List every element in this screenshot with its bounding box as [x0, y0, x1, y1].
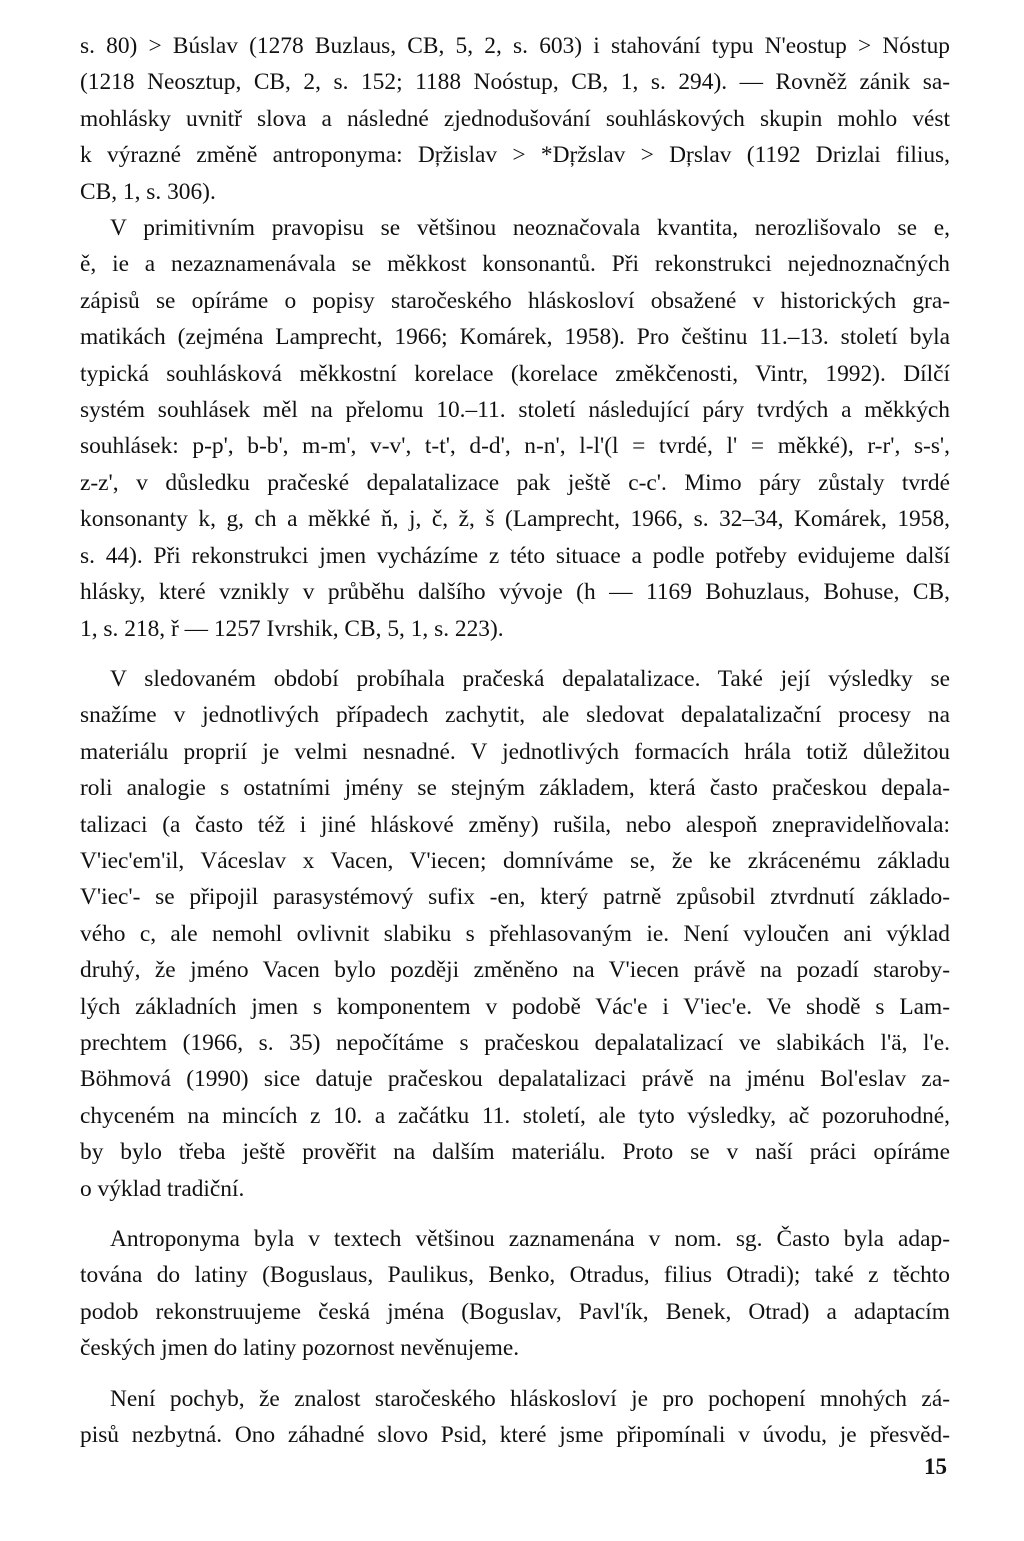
- paragraph-4: [80, 1221, 950, 1367]
- text-line: CB, 1, s. 306).: [80, 178, 216, 205]
- text-line: snažíme v jednotlivých případech zachytit, ale sledovat depalatalizační procesy na: [80, 702, 950, 729]
- text-line: V'iec'- se připojil parasystémový sufix -en, který patrně způsobil ztvrdnutí základo-: [80, 884, 950, 911]
- text-line: s. 80) > Búslav (1278 Buzlaus, CB, 5, 2, s. 603) i stahování typu N'eostup > Nóstup: [80, 33, 950, 59]
- text-line: ě, ie a nezaznamenávala se měkkost konsonantů. Při rekonstrukci nejednoznačných: [80, 251, 950, 278]
- text-line: (1218 Neosztup, CB, 2, s. 152; 1188 Noóstup, CB, 1, s. 294). — Rovněž zánik sa-: [80, 69, 950, 96]
- text-line: tována do latiny (Boguslaus, Paulikus, Benko, Otradus, filius Otradi); také z těchto: [80, 1262, 950, 1289]
- page-number: 15: [924, 1454, 947, 1479]
- document-page: [80, 28, 950, 1453]
- paragraph-2: [80, 210, 950, 647]
- text-line: vého c, ale nemohl ovlivnit slabiku s přehlasovaným ie. Není vyloučen ani výklad: [80, 920, 950, 947]
- text-line: o výklad tradiční.: [80, 1175, 245, 1202]
- text-line: podob rekonstruujeme česká jména (Boguslav, Pavl'ík, Benek, Otrad) a adaptacím: [80, 1298, 950, 1325]
- text-line: prechtem (1966, s. 35) nepočítáme s pračeskou depalatalizací ve slabikách l'ä, l'e.: [80, 1029, 950, 1056]
- text-line: Antroponyma byla v textech většinou zaznamenána v nom. sg. Často byla adap-: [110, 1226, 950, 1252]
- text-line: mohlásky uvnitř slova a následné zjednodušování souhláskových skupin mohlo vést: [80, 105, 950, 132]
- text-line: lých základních jmen s komponentem v podobě Vác'e i V'iec'e. Ve shodě s Lam-: [80, 993, 950, 1020]
- text-line: materiálu proprií je velmi nesnadné. V jednotlivých formacích hrála totiž důležitou: [80, 738, 950, 765]
- text-line: z-z', v důsledku pračeské depalatalizace pak ještě c-c'. Mimo páry zůstaly tvrdé: [80, 469, 950, 496]
- text-line: matikách (zejména Lamprecht, 1966; Komárek, 1958). Pro češtinu 11.–13. století byla: [80, 324, 950, 351]
- text-line: druhý, že jméno Vacen bylo později změněno na V'iecen právě na pozadí staroby-: [80, 957, 950, 984]
- text-line: hlásky, které vznikly v průběhu dalšího vývoje (h — 1169 Bohuzlaus, Bohuse, CB,: [80, 579, 950, 606]
- text-line: s. 44). Při rekonstrukci jmen vycházíme z této situace a podle potřeby evidujeme další: [80, 542, 950, 569]
- paragraph-3: [80, 661, 950, 1207]
- text-line: V sledovaném období probíhala pračeská depalatalizace. Také její výsledky se: [110, 665, 950, 692]
- text-line: chyceném na mincích z 10. a začátku 11. století, ale tyto výsledky, ač pozoruhodné,: [80, 1102, 950, 1129]
- text-line: 1, s. 218, ř — 1257 Ivrshik, CB, 5, 1, s. 223).: [80, 615, 504, 642]
- text-line: roli analogie s ostatními jmény se stejným základem, která často pračeskou depala-: [80, 775, 950, 802]
- text-line: zápisů se opíráme o popisy staročeského hláskosloví obsažené v historických gra-: [80, 287, 950, 314]
- text-line: V primitivním pravopisu se většinou neoznačovala kvantita, nerozlišovalo se e,: [110, 215, 950, 242]
- text-line: by bylo třeba ještě prověřit na dalším materiálu. Proto se v naší práci opíráme: [80, 1139, 950, 1166]
- text-line: Není pochyb, že znalost staročeského hláskosloví je pro pochopení mnohých zá-: [110, 1385, 950, 1412]
- text-line: k výrazné změně antroponyma: Dŗžislav > *Dŗžslav > Dŗslav (1192 Drizlai filius,: [80, 142, 950, 169]
- text-line: V'iec'em'il, Váceslav x Vacen, V'iecen; domníváme se, že ke zkrácenému základu: [80, 847, 950, 874]
- text-line: Böhmová (1990) sice datuje pračeskou depalatalizaci právě na jménu Bol'eslav za-: [80, 1066, 950, 1093]
- text-line: konsonanty k, g, ch a měkké ň, j, č, ž, š (Lamprecht, 1966, s. 32–34, Komárek, 1958,: [80, 506, 950, 533]
- text-line: talizaci (a často též i jiné hláskové změny) rušila, nebo alespoň znepravidelňovala:: [80, 811, 950, 838]
- text-line: pisů nezbytná. Ono záhadné slovo Psid, které jsme připomínali v úvodu, je přesvěd-: [80, 1422, 950, 1449]
- text-line: souhlásek: p-p', b-b', m-m', v-v', t-t', d-d', n-n', l-l'(l = tvrdé, l' = měkké), r-r', s-s',: [80, 433, 950, 460]
- paragraph-5: [80, 1381, 950, 1454]
- text-line: typická souhlásková měkkostní korelace (korelace změkčenosti, Vintr, 1992). Dílčí: [80, 360, 950, 387]
- paragraph-1: [80, 28, 950, 210]
- text-line: systém souhlásek měl na přelomu 10.–11. století následující páry tvrdých a měkkých: [80, 397, 950, 424]
- text-line: českých jmen do latiny pozornost nevěnujeme.: [80, 1335, 520, 1362]
